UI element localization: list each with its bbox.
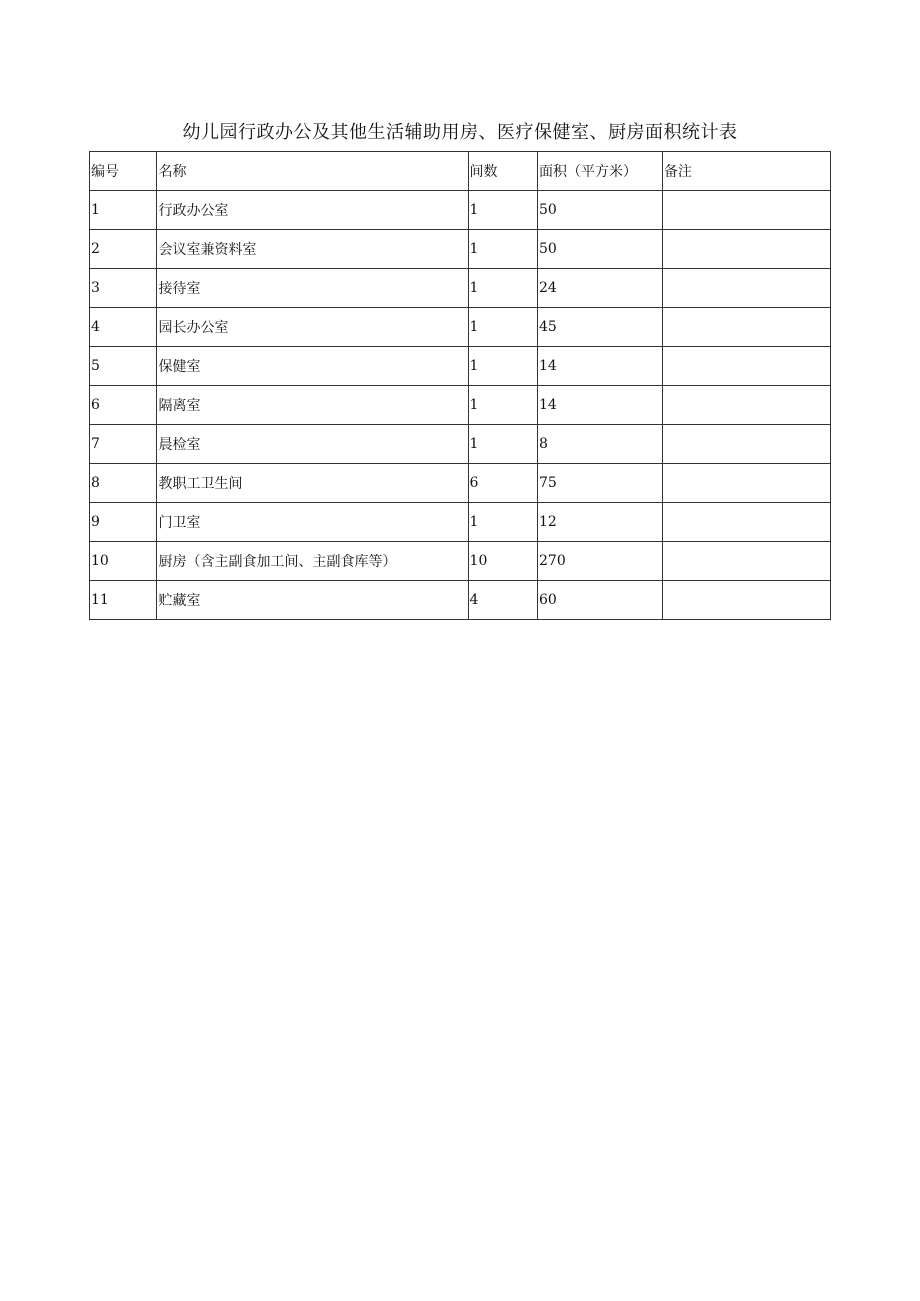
cell-area: 8: [538, 425, 663, 464]
document-title: 幼儿园行政办公及其他生活辅助用房、医疗保健室、厨房面积统计表: [182, 122, 738, 143]
cell-number: 7: [90, 425, 157, 464]
cell-area: 270: [538, 542, 663, 581]
cell-name: 园长办公室: [157, 308, 468, 347]
cell-area: 14: [538, 386, 663, 425]
cell-area: 60: [538, 581, 663, 620]
cell-note: [662, 308, 830, 347]
cell-name: 保健室: [157, 347, 468, 386]
table-row: [90, 425, 831, 464]
cell-name: 会议室兼资料室: [157, 230, 468, 269]
cell-area: 45: [538, 308, 663, 347]
table-row: [90, 386, 831, 425]
cell-note: [662, 347, 830, 386]
cell-number: 1: [90, 191, 157, 230]
cell-number: 3: [90, 269, 157, 308]
cell-note: [662, 191, 830, 230]
header-area: 面积（平方米）: [538, 152, 663, 191]
cell-area: 50: [538, 191, 663, 230]
cell-number: 9: [90, 503, 157, 542]
cell-count: 1: [468, 386, 537, 425]
cell-area: 24: [538, 269, 663, 308]
cell-name: 行政办公室: [157, 191, 468, 230]
table-row: [90, 308, 831, 347]
table-row: [90, 347, 831, 386]
cell-number: 11: [90, 581, 157, 620]
table-row: [90, 464, 831, 503]
cell-count: 4: [468, 581, 537, 620]
cell-number: 6: [90, 386, 157, 425]
header-name: 名称: [157, 152, 468, 191]
table-row: [90, 581, 831, 620]
table-row: [90, 503, 831, 542]
cell-name: 贮藏室: [157, 581, 468, 620]
cell-number: 10: [90, 542, 157, 581]
cell-count: 1: [468, 230, 537, 269]
cell-count: 1: [468, 308, 537, 347]
cell-note: [662, 464, 830, 503]
cell-note: [662, 425, 830, 464]
header-count: 间数: [468, 152, 537, 191]
area-statistics-table: [89, 151, 831, 620]
cell-area: 75: [538, 464, 663, 503]
cell-count: 10: [468, 542, 537, 581]
table-row: [90, 230, 831, 269]
table-header-row: [90, 152, 831, 191]
cell-name: 门卫室: [157, 503, 468, 542]
cell-area: 14: [538, 347, 663, 386]
cell-note: [662, 542, 830, 581]
cell-count: 1: [468, 425, 537, 464]
cell-note: [662, 230, 830, 269]
cell-note: [662, 269, 830, 308]
cell-number: 8: [90, 464, 157, 503]
cell-note: [662, 503, 830, 542]
header-number: 编号: [90, 152, 157, 191]
table-row: [90, 542, 831, 581]
table-row: [90, 191, 831, 230]
cell-count: 6: [468, 464, 537, 503]
cell-number: 4: [90, 308, 157, 347]
cell-name: 厨房（含主副食加工间、主副食库等）: [157, 542, 468, 581]
cell-area: 12: [538, 503, 663, 542]
cell-note: [662, 386, 830, 425]
cell-count: 1: [468, 503, 537, 542]
table-row: [90, 269, 831, 308]
cell-count: 1: [468, 191, 537, 230]
cell-count: 1: [468, 269, 537, 308]
cell-area: 50: [538, 230, 663, 269]
cell-name: 接待室: [157, 269, 468, 308]
cell-number: 2: [90, 230, 157, 269]
cell-name: 教职工卫生间: [157, 464, 468, 503]
cell-note: [662, 581, 830, 620]
cell-number: 5: [90, 347, 157, 386]
cell-count: 1: [468, 347, 537, 386]
header-note: 备注: [662, 152, 830, 191]
cell-name: 晨检室: [157, 425, 468, 464]
cell-name: 隔离室: [157, 386, 468, 425]
